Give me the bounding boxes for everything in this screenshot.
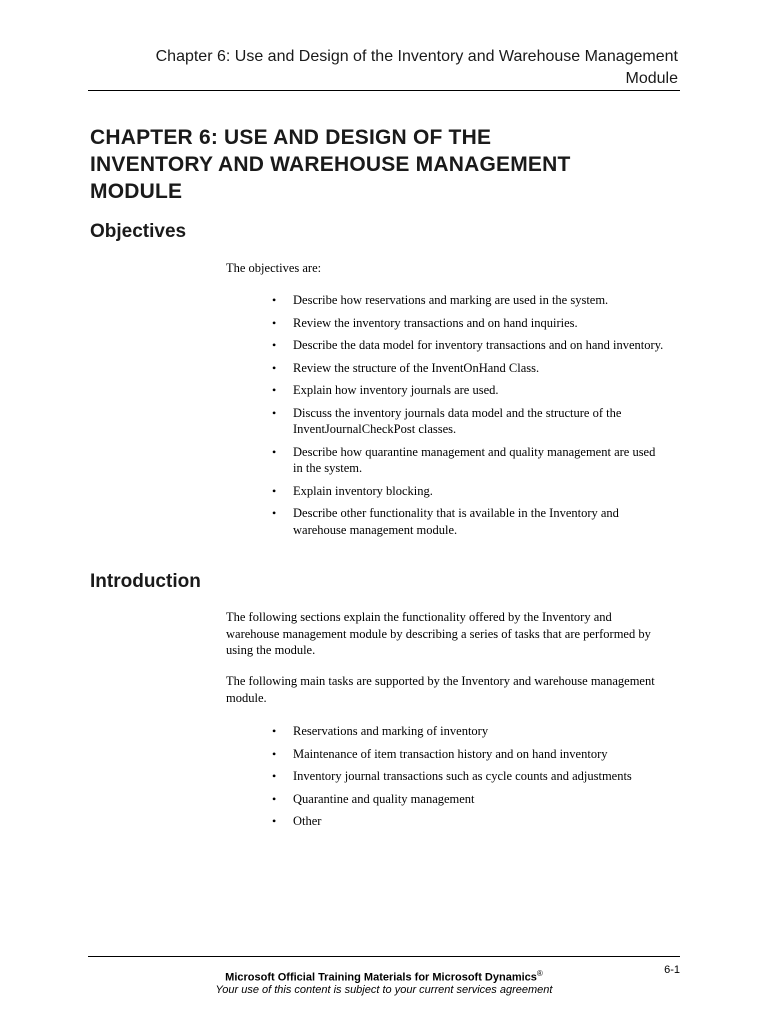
list-item	[226, 360, 666, 377]
list-item-text: Other	[293, 814, 322, 828]
introduction-list	[226, 723, 666, 836]
list-item-text: Review the inventory transactions and on hand inquiries.	[293, 315, 578, 330]
bullet-icon: •	[272, 293, 277, 307]
list-item-text: Describe other functionality that is available in the Inventory and warehouse management module.	[293, 506, 619, 537]
header-divider	[88, 90, 680, 91]
list-item-text: Review the structure of the InventOnHand Class.	[293, 360, 540, 375]
running-header	[88, 46, 678, 90]
list-item	[226, 723, 666, 740]
bullet-icon: •	[272, 315, 277, 330]
objectives-intro: The objectives are:	[226, 261, 322, 275]
list-item	[226, 791, 666, 808]
bullet-icon: •	[272, 405, 277, 420]
list-item	[226, 315, 666, 332]
objectives-list	[226, 292, 666, 544]
list-item	[226, 292, 666, 309]
list-item	[226, 746, 666, 763]
introduction-paragraph-1-block	[226, 609, 666, 659]
list-item-text: Maintenance of item transaction history and on hand inventory	[293, 746, 608, 761]
chapter-title-line-3: MODULE	[90, 180, 183, 203]
introduction-paragraph-2: The following main tasks are supported by the Inventory and warehouse management module.	[226, 674, 655, 705]
chapter-title-line-1: CHAPTER 6: USE AND DESIGN OF THE	[90, 126, 492, 149]
bullet-icon: •	[272, 444, 277, 459]
list-item-text: Reservations and marking of inventory	[293, 724, 489, 738]
bullet-icon: •	[272, 791, 277, 806]
list-item	[226, 768, 666, 785]
footer-title-text: Microsoft Official Training Materials for Microsoft Dynamics	[225, 971, 537, 984]
introduction-paragraph-1: The following sections explain the functionality offered by the Inventory and warehouse management module by describing a series of tasks that are performed by using the module.	[226, 610, 651, 657]
list-item-text: Explain how inventory journals are used.	[293, 383, 499, 397]
bullet-icon: •	[272, 769, 277, 783]
bullet-icon: •	[272, 814, 277, 828]
list-item-text: Describe the data model for inventory transactions and on hand inventory.	[293, 338, 664, 352]
bullet-icon: •	[272, 746, 277, 761]
list-item-text: Describe how reservations and marking are used in the system.	[293, 293, 609, 307]
objectives-heading: Objectives	[90, 221, 187, 242]
bullet-icon: •	[272, 724, 277, 738]
bullet-icon: •	[272, 360, 277, 375]
chapter-title-line-2: INVENTORY AND WAREHOUSE MANAGEMENT	[90, 153, 571, 176]
list-item-text: Discuss the inventory journals data model and the structure of the InventJournalCheckPost classes.	[293, 405, 622, 436]
list-item	[226, 337, 666, 354]
objectives-intro-block	[226, 260, 666, 277]
list-item-text: Describe how quarantine management and quality management are used in the system.	[293, 444, 656, 475]
bullet-icon: •	[272, 483, 277, 498]
footer-notice: Your use of this content is subject to your current services agreement	[215, 984, 553, 996]
list-item	[226, 405, 666, 438]
bullet-icon: •	[272, 383, 277, 397]
footer-title	[88, 967, 680, 985]
list-item	[226, 813, 666, 830]
introduction-paragraph-2-block	[226, 673, 666, 706]
registered-mark: ®	[536, 969, 543, 978]
chapter-title	[90, 124, 690, 205]
list-item-text: Quarantine and quality management	[293, 791, 475, 806]
bullet-icon: •	[272, 506, 277, 520]
list-item	[226, 444, 666, 477]
running-header-line-2: Module	[625, 70, 678, 87]
list-item-text: Explain inventory blocking.	[293, 483, 433, 498]
list-item-text: Inventory journal transactions such as cycle counts and adjustments	[293, 769, 632, 783]
footer-divider	[88, 956, 680, 957]
list-item	[226, 505, 666, 538]
list-item	[226, 483, 666, 500]
bullet-icon: •	[272, 338, 277, 352]
list-item	[226, 382, 666, 399]
introduction-heading: Introduction	[90, 571, 201, 592]
page-number: 6-1	[664, 964, 680, 976]
running-header-line-1: Chapter 6: Use and Design of the Inventory and Warehouse Management	[155, 48, 678, 65]
